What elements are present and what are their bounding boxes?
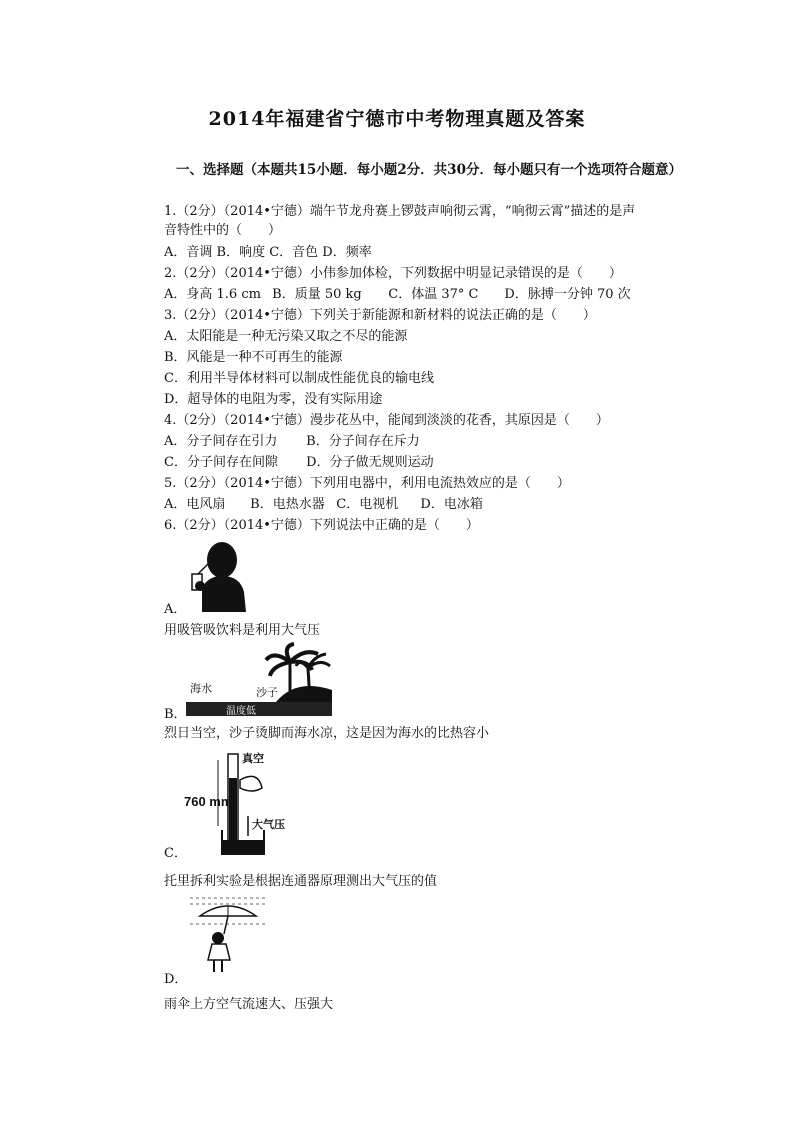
option-a: A．身高 1.6 cm (164, 287, 261, 302)
question-1-stem-line-2: 音特性中的（ ） (164, 223, 282, 238)
question-6-option-b-letter: B． (164, 707, 187, 722)
question-2-stem: 2.（2分）（2014•宁德）小伟参加体检，下列数据中明显记录错误的是（ ） (164, 266, 622, 281)
option-b: B．电热水器 (250, 497, 325, 512)
option-a: A．电风扇 (164, 497, 226, 512)
question-3-option-d: D．超导体的电阻为零，没有实际用途 (164, 392, 383, 407)
option-b: B．分子间存在斥力 (306, 434, 420, 449)
question-4-stem: 4.（2分）（2014•宁德）漫步花丛中，能闻到淡淡的花香，其原因是（ ） (164, 413, 609, 428)
figure-beach (186, 640, 332, 720)
question-3-option-c: C．利用半导体材料可以制成性能优良的输电线 (164, 371, 434, 386)
question-6-option-a-letter: A． (164, 602, 187, 617)
section-heading: 一、选择题（本题共15小题．每小题2分．共30分．每小题只有一个选项符合题意） (176, 162, 682, 178)
label-760mm: 760 mm (184, 794, 233, 809)
label-vacuum: 真空 (242, 752, 264, 765)
question-4-options-row-1 (164, 433, 420, 451)
option-b: B．质量 50 kg (272, 287, 362, 302)
question-4-options-row-2 (164, 454, 434, 472)
question-1-stem-line-1: 1.（2分）（2014•宁德）端午节龙舟赛上锣鼓声响彻云霄，“响彻云霄”描述的是声 (164, 204, 636, 219)
option-c: C．分子间存在间隙 (164, 455, 278, 470)
question-6-option-b-text: 烈日当空，沙子烫脚而海水凉，这是因为海水的比热容小 (164, 726, 490, 741)
option-c: C．电视机 (336, 497, 399, 512)
label-atmospheric-pressure: 大气压 (252, 818, 285, 831)
figure-umbrella (190, 894, 266, 974)
option-a: A．分子间存在引力 (164, 434, 278, 449)
question-6-option-a-text: 用吸管吸饮料是利用大气压 (164, 623, 321, 638)
option-d: D．电冰箱 (420, 497, 483, 512)
question-6-option-d-text: 雨伞上方空气流速大、压强大 (164, 997, 334, 1012)
question-5-stem: 5.（2分）（2014•宁德）下列用电器中，利用电流热效应的是（ ） (164, 476, 570, 491)
option-c: C．体温 37° C (388, 287, 479, 302)
option-d: D．脉搏一分钟 70 次 (504, 287, 631, 302)
label-temperature-low: 温度低 (226, 706, 256, 717)
question-5-options (164, 496, 483, 514)
question-3-option-b: B．风能是一种不可再生的能源 (164, 350, 343, 365)
question-6-stem: 6.（2分）（2014•宁德）下列说法中正确的是（ ） (164, 518, 479, 533)
figure-torricelli (184, 750, 288, 860)
label-sand: 沙子 (256, 686, 278, 699)
question-2-options (164, 286, 631, 304)
question-6-option-c-letter: C． (164, 846, 187, 861)
question-1-options: A．音调 B．响度 C．音色 D．频率 (164, 245, 372, 260)
figure-drinking-straw (188, 540, 248, 612)
page-title: 2014年福建省宁德市中考物理真题及答案 (208, 108, 586, 130)
question-6-option-d-letter: D． (164, 972, 188, 987)
question-3-stem: 3.（2分）（2014•宁德）下列关于新能源和新材料的说法正确的是（ ） (164, 308, 596, 323)
label-sea-water: 海水 (190, 682, 212, 695)
question-6-option-c-text: 托里拆利实验是根据连通器原理测出大气压的值 (164, 874, 438, 889)
question-3-option-a: A．太阳能是一种无污染又取之不尽的能源 (164, 329, 408, 344)
option-d: D．分子做无规则运动 (306, 455, 434, 470)
